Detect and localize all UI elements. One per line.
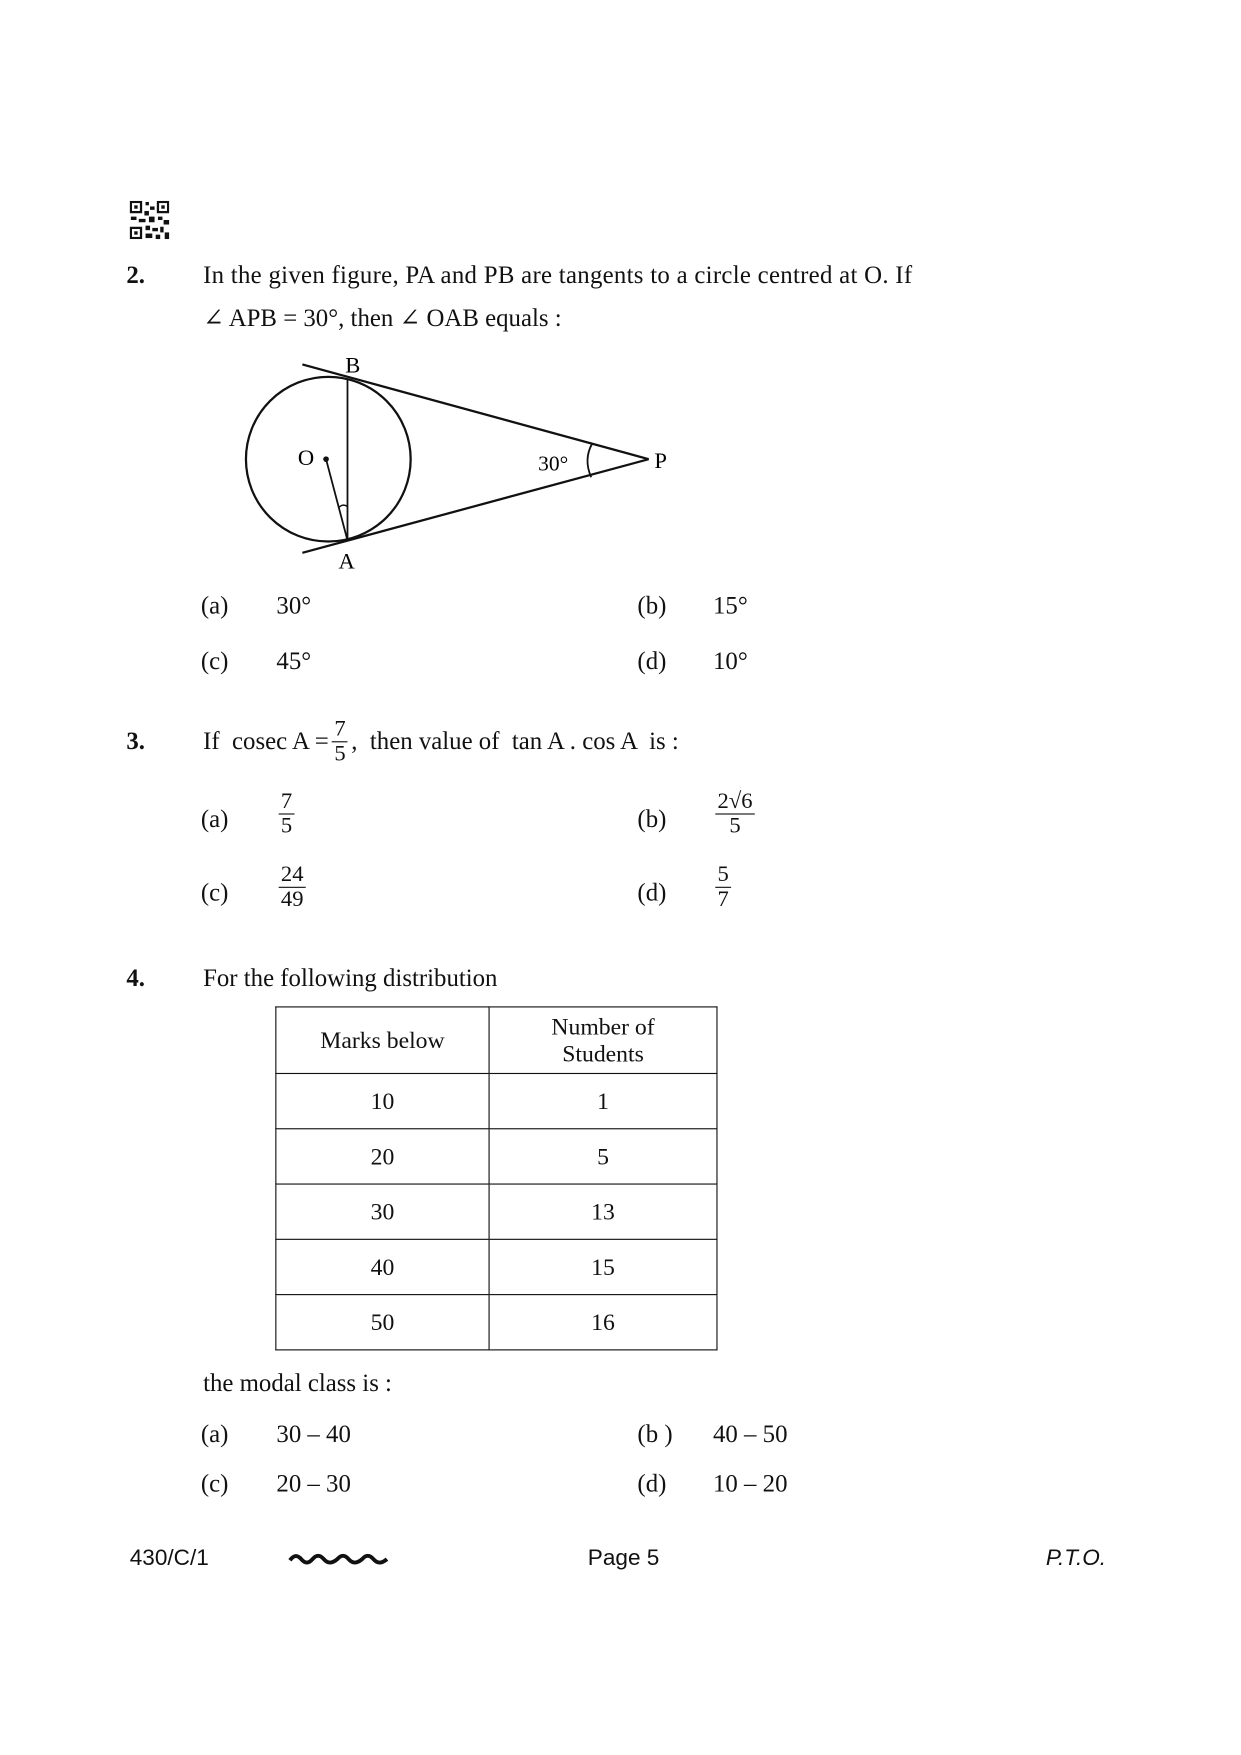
option-label[interactable]: (d)	[637, 646, 667, 675]
question-text-post: , then value of tan A . cos A is :	[351, 726, 679, 755]
table-cell: 30	[276, 1184, 489, 1239]
table-cell: 5	[489, 1129, 717, 1184]
table-row	[276, 1073, 717, 1128]
numerator: 2√6	[715, 790, 754, 815]
table-cell: 1	[489, 1073, 717, 1128]
question-number: 2.	[126, 260, 145, 289]
question-text: In the given figure, PA and PB are tangents to a circle centred at O. If	[203, 260, 913, 289]
option-fraction[interactable]	[279, 790, 295, 839]
option-label[interactable]: (a)	[200, 804, 229, 833]
table-cell: 40	[276, 1239, 489, 1294]
qr-code-icon	[130, 201, 169, 239]
option-value[interactable]: 10 – 20	[713, 1468, 788, 1498]
centre-point	[323, 456, 329, 462]
numerator: 5	[715, 863, 731, 888]
option-value[interactable]: 30°	[276, 591, 312, 620]
table-row	[276, 1129, 717, 1184]
table-row	[276, 1239, 717, 1294]
column-header: Marks below	[276, 1007, 489, 1074]
angle-label: 30°	[538, 451, 569, 476]
option-label[interactable]: (b)	[637, 591, 667, 620]
table-cell: 20	[276, 1129, 489, 1184]
question-text	[203, 712, 679, 771]
radius-oa	[326, 459, 347, 540]
option-value[interactable]: 10°	[713, 646, 748, 675]
question-followup: the modal class is :	[203, 1368, 392, 1397]
option-label[interactable]: (a)	[200, 591, 229, 620]
paper-code: 430/C/1	[129, 1545, 209, 1571]
label-b: B	[345, 352, 361, 378]
distribution-table	[275, 1006, 717, 1350]
column-header: Number of Students	[489, 1007, 717, 1074]
table-cell: 50	[276, 1295, 489, 1350]
denominator: 5	[729, 813, 741, 839]
option-fraction[interactable]	[279, 863, 306, 912]
option-label[interactable]: (d)	[637, 877, 667, 906]
table-row	[276, 1295, 717, 1350]
question-text-pre: If cosec A =	[203, 726, 329, 755]
table-cell: 13	[489, 1184, 717, 1239]
tangent-pb	[302, 364, 648, 459]
denominator: 49	[280, 886, 304, 912]
question-number: 3.	[126, 726, 145, 755]
angle-arc-oab	[338, 505, 347, 508]
option-value[interactable]: 40 – 50	[713, 1419, 788, 1448]
table-row	[276, 1184, 717, 1239]
wave-ornament-icon	[288, 1550, 390, 1568]
option-label[interactable]: (c)	[200, 877, 229, 906]
label-o: O	[297, 444, 315, 470]
question-text: ∠ APB = 30°, then ∠ OAB equals :	[203, 303, 562, 332]
option-label[interactable]: (b)	[637, 804, 667, 833]
option-value[interactable]: 45°	[276, 646, 312, 675]
table-cell: 15	[489, 1239, 717, 1294]
option-fraction[interactable]	[715, 790, 754, 839]
table-header-row	[276, 1007, 717, 1074]
denominator: 7	[717, 886, 729, 912]
option-label[interactable]: (d)	[637, 1468, 667, 1498]
denominator: 5	[280, 813, 293, 839]
option-label[interactable]: (c)	[200, 1468, 229, 1498]
option-label[interactable]: (c)	[200, 646, 229, 675]
table-cell: 10	[276, 1073, 489, 1128]
numerator: 7	[332, 717, 348, 742]
option-fraction[interactable]	[715, 863, 731, 912]
label-a: A	[338, 548, 355, 574]
table-cell: 16	[489, 1295, 717, 1350]
pto-label: P.T.O.	[1045, 1545, 1107, 1571]
question-number: 4.	[126, 963, 145, 992]
option-label[interactable]: (b )	[637, 1419, 673, 1448]
tangent-pa	[302, 459, 648, 553]
numerator: 7	[279, 790, 295, 815]
numerator: 24	[279, 863, 306, 888]
denominator: 5	[334, 740, 346, 766]
option-label[interactable]: (a)	[200, 1419, 229, 1448]
option-value[interactable]: 15°	[713, 591, 748, 620]
option-value[interactable]: 30 – 40	[276, 1419, 351, 1448]
page-number: Page 5	[587, 1545, 660, 1571]
tangent-circle-figure	[226, 344, 700, 581]
fraction	[332, 717, 348, 766]
question-text: For the following distribution	[203, 963, 498, 992]
angle-arc-apb	[587, 443, 592, 477]
option-value[interactable]: 20 – 30	[276, 1468, 351, 1498]
label-p: P	[654, 448, 667, 474]
